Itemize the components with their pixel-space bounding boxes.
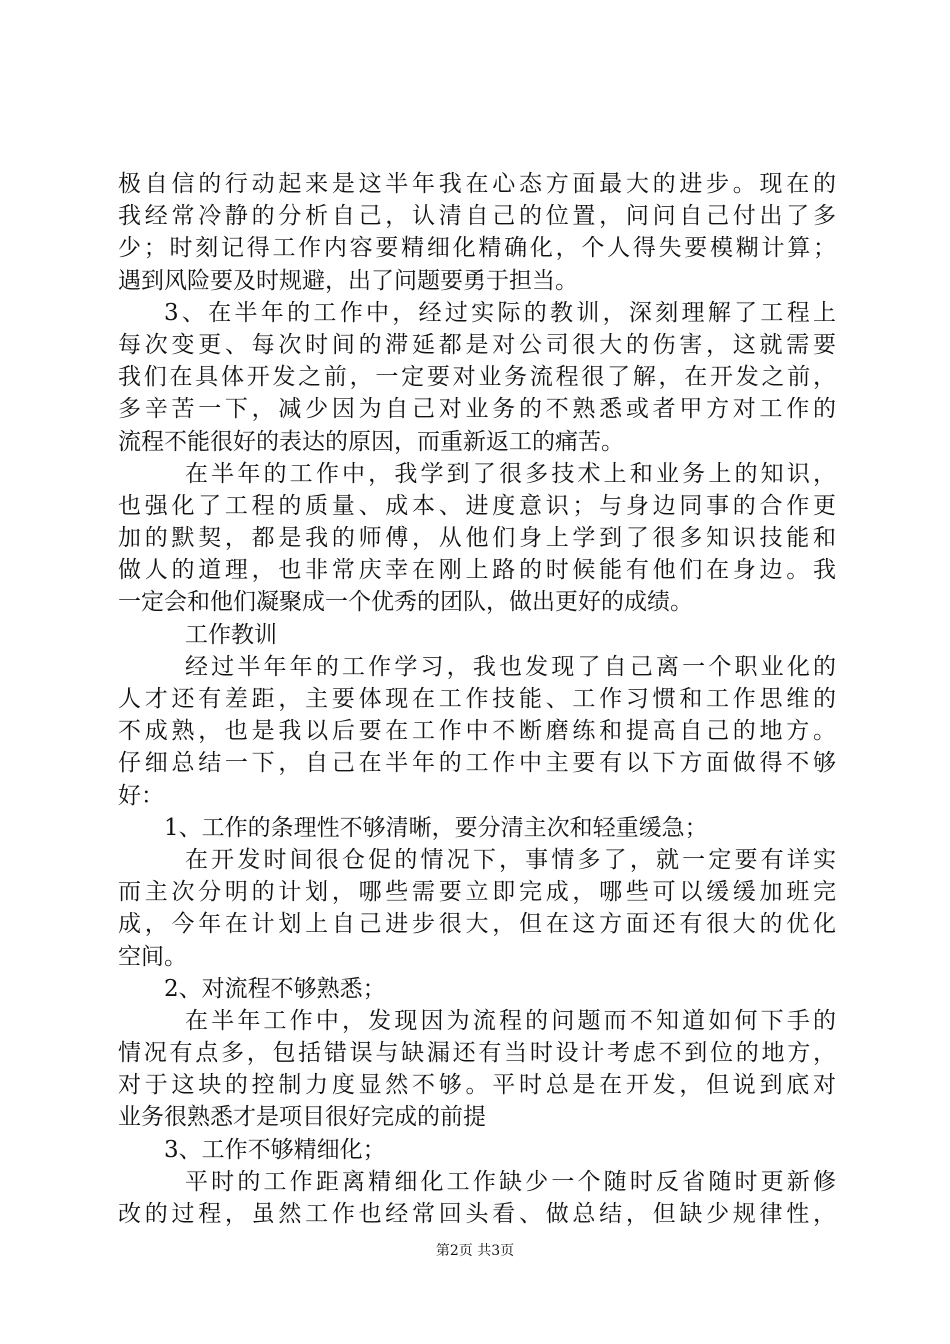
page-number-footer: 第2页 共3页 [435, 1243, 515, 1259]
paragraph-start: 经过半年年的工作学习，我也发现了自己离一个职业化的 [185, 653, 836, 680]
section-heading: 工作教训 [185, 621, 277, 648]
text-line: 人才还有差距，主要体现在工作技能、工作习惯和工作思维的 [118, 686, 836, 712]
numbered-item: 2、对流程不够熟悉； [164, 975, 386, 1002]
text-line: 我经常冷静的分析自己，认清自己的位置，问问自己付出了多 [118, 203, 836, 230]
paragraph-start: 平时的工作距离精细化工作缺少一个随时反省随时更新修 [185, 1168, 836, 1195]
paragraph-start: 在开发时间很仓促的情况下，事情多了，就一定要有详实 [185, 846, 836, 873]
text-line: 少；时刻记得工作内容要精细化精确化，个人得失要模糊计算； [118, 235, 836, 262]
paragraph-start: 在半年的工作中，我学到了很多技术上和业务上的知识， [185, 460, 836, 487]
text-line: 加的默契，都是我的师傅，从他们身上学到了很多知识技能和 [118, 525, 836, 552]
text-line: 我们在具体开发之前，一定要对业务流程很了解，在开发之前， [118, 364, 836, 391]
text-line: 好： [118, 782, 164, 809]
numbered-item: 3、在半年的工作中，经过实际的教训，深刻理解了工程上 [164, 299, 836, 326]
text-line: 极自信的行动起来是这半年我在心态方面最大的进步。现在的 [118, 171, 836, 197]
text-line: 改的过程，虽然工作也经常回头看、做总结，但缺少规律性， [118, 1201, 836, 1227]
numbered-item: 1、工作的条理性不够清晰，要分清主次和轻重缓急； [164, 814, 708, 841]
text-line: 空间。 [118, 943, 187, 970]
text-line: 不成熟，也是我以后要在工作中不断磨练和提高自己的地方。 [118, 718, 836, 745]
text-line: 业务很熟悉才是项目很好完成的前提 [118, 1104, 486, 1131]
numbered-item: 3、工作不够精细化； [164, 1136, 386, 1163]
text-line: 也强化了工程的质量、成本、进度意识；与身边同事的合作更 [118, 492, 836, 519]
text-line: 情况有点多，包括错误与缺漏还有当时设计考虑不到位的地方， [118, 1040, 836, 1067]
text-line: 而主次分明的计划，哪些需要立即完成，哪些可以缓缓加班完 [118, 879, 836, 906]
text-line: 一定会和他们凝聚成一个优秀的团队，做出更好的成绩。 [118, 589, 693, 616]
text-line: 对于这块的控制力度显然不够。平时总是在开发，但说到底对 [118, 1072, 836, 1099]
text-line: 流程不能很好的表达的原因，而重新返工的痛苦。 [118, 428, 624, 455]
paragraph-start: 在半年工作中，发现因为流程的问题而不知道如何下手的 [185, 1007, 836, 1034]
text-line: 遇到风险要及时规避，出了问题要勇于担当。 [118, 267, 578, 294]
text-line: 仔细总结一下，自己在半年的工作中主要有以下方面做得不够 [118, 750, 836, 777]
text-line: 每次变更、每次时间的滞延都是对公司很大的伤害，这就需要 [118, 331, 836, 358]
text-line: 做人的道理，也非常庆幸在刚上路的时候能有他们在身边。我 [118, 557, 836, 584]
text-line: 多辛苦一下，减少因为自己对业务的不熟悉或者甲方对工作的 [118, 396, 836, 423]
document-body [118, 168, 836, 1230]
text-line: 成，今年在计划上自己进步很大，但在这方面还有很大的优化 [118, 911, 836, 938]
